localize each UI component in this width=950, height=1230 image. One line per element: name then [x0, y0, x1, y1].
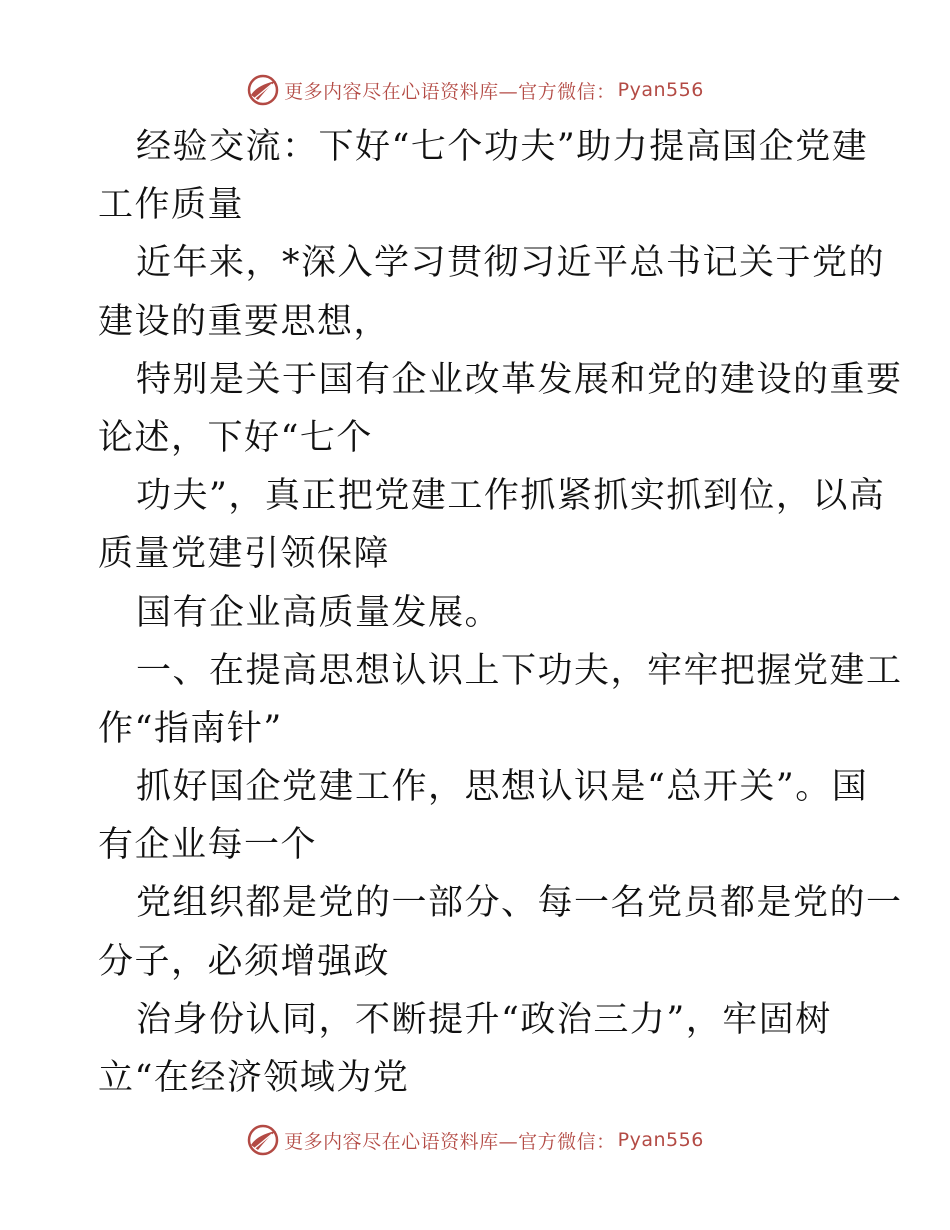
title-line: 工作质量	[98, 185, 245, 226]
watermark-text: 更多内容尽在心语资料库—官方微信：	[284, 1130, 616, 1153]
paragraph-line: 党组织都是党的一部分、每一名党员都是党的一	[136, 883, 903, 924]
paragraph-line: 立“在经济领域为党	[98, 1058, 410, 1098]
paragraph-line: 功夫”，真正把党建工作抓紧抓实抓到位，以高	[136, 476, 886, 517]
paragraph-line: 建设的重要思想，	[98, 301, 391, 342]
paragraph-line: 国有企业高质量发展。	[136, 592, 502, 633]
section-heading-line: 作“指南针”	[98, 708, 283, 749]
paragraph-line: 抓好国企党建工作，思想认识是“总开关”。国	[136, 767, 869, 808]
header-watermark	[0, 70, 950, 110]
watermark-text: 更多内容尽在心语资料库—官方微信：	[284, 80, 616, 103]
paragraph-line: 治身份认同，不断提升“政治三力”，牢固树	[136, 999, 832, 1040]
paragraph-line: 特别是关于国有企业改革发展和党的建设的重要	[136, 359, 903, 400]
paragraph-line: 论述，下好“七个	[98, 417, 373, 458]
title-line: 经验交流：下好“七个功夫”助力提高国企党建	[136, 127, 869, 167]
watermark-handle: Pyan556	[617, 79, 704, 101]
watermark-handle: Pyan556	[617, 1129, 704, 1151]
pen-logo-icon	[246, 1123, 280, 1157]
paragraph-line: 有企业每一个	[98, 825, 318, 866]
paragraph-line: 质量党建引领保障	[98, 534, 391, 575]
footer-watermark	[0, 1120, 950, 1160]
paragraph-line: 近年来，*深入学习贯彻习近平总书记关于党的	[136, 243, 886, 284]
pen-logo-icon	[246, 73, 280, 107]
document-body	[98, 118, 903, 1107]
section-heading-line: 一、在提高思想认识上下功夫，牢牢把握党建工	[136, 650, 903, 691]
paragraph-line: 分子，必须增强政	[98, 941, 391, 982]
